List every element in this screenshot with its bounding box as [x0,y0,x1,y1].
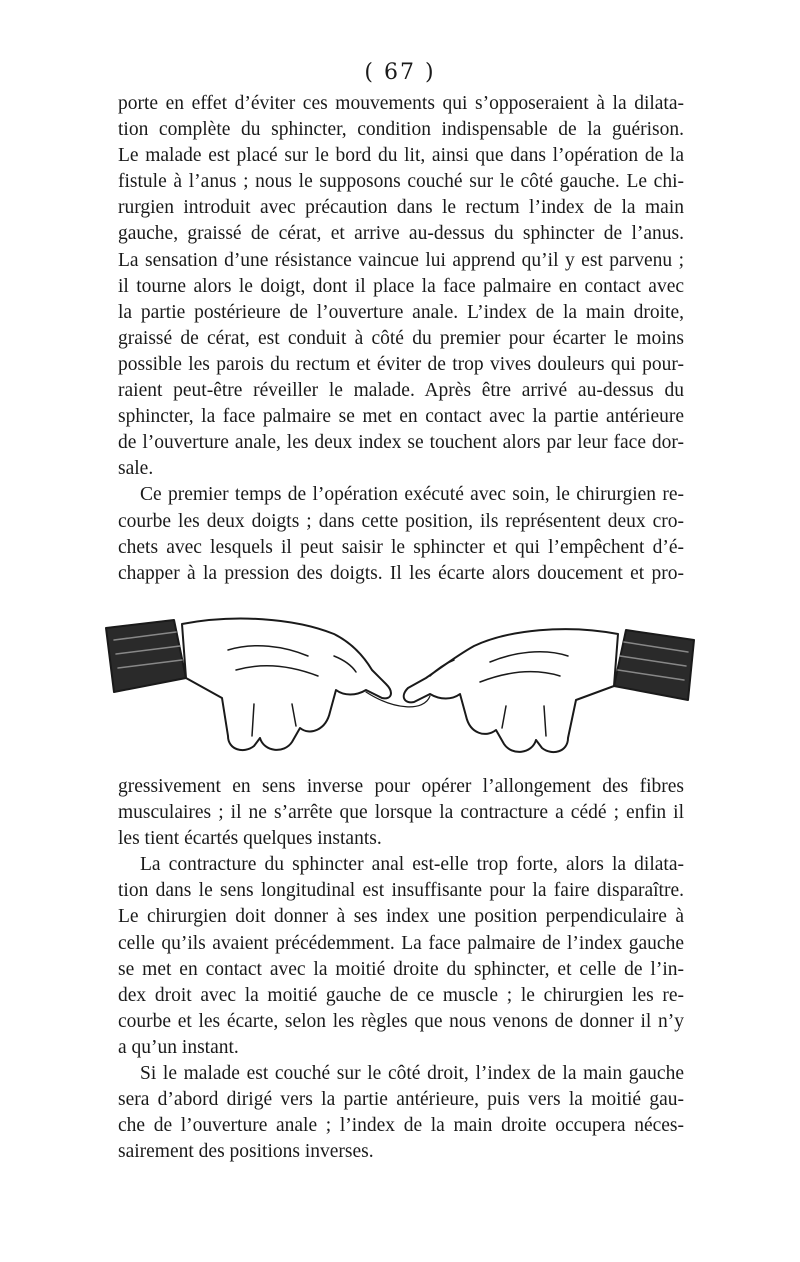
text-line: il tourne alors le doigt, dont il place la face palmaire en contact avec [118,275,684,297]
text-line: musculaires ; il ne s’arrête que lorsque la contracture a cédé ; enfin il [118,802,684,824]
text-line: celle qu’ils avaient précédemment. La face palmaire de l’index gauche [118,932,684,954]
text-line: possible les parois du rectum et éviter de trop vives douleurs qui pour- [118,353,684,375]
two-hands-illustration-icon [104,600,696,760]
text-line: che de l’ouverture anale ; l’index de la main droite occupera néces- [118,1115,684,1137]
text-line: courbe et les écarte, selon les règles que nous venons de donner il n’y [118,1010,684,1032]
text-line: les tient écartés quelques instants. [118,828,382,850]
text-line: la partie postérieure de l’ouverture anale. L’index de la main droite, [118,301,684,323]
text-line: Le malade est placé sur le bord du lit, ainsi que dans l’opération de la [118,145,684,167]
text-line: Le chirurgien doit donner à ses index une position perpendiculaire à [118,906,684,928]
text-block-before-figure [118,91,684,587]
text-line: tion complète du sphincter, condition indispensable de la guérison. [118,119,684,141]
text-line: Si le malade est couché sur le côté droit, l’index de la main gauche [140,1063,684,1085]
text-line: courbe les deux doigts ; dans cette position, ils représentent deux cro- [118,510,684,532]
text-line: sale. [118,458,154,480]
text-block-after-figure [118,774,684,1165]
text-line: rurgien introduit avec précaution dans le rectum l’index de la main [118,197,684,219]
text-line: porte en effet d’éviter ces mouvements qui s’opposeraient à la dilata- [118,93,684,114]
text-line: de l’ouverture anale, les deux index se touchent alors par leur face dor- [118,432,684,454]
text-line: La contracture du sphincter anal est-elle trop forte, alors la dilata- [140,854,684,876]
text-line: sera d’abord dirigé vers la partie antérieure, puis vers la moitié gau- [118,1089,684,1111]
text-line: a qu’un instant. [118,1036,239,1058]
text-line: sphincter, la face palmaire se met en contact avec la partie antérieure [118,406,684,428]
text-line: La sensation d’une résistance vaincue lui apprend qu’il y est parvenu ; [118,249,684,271]
page-number: ( 67 ) [364,60,436,85]
text-line: gauche, graissé de cérat, et arrive au-dessus du sphincter de l’anus. [118,223,684,245]
text-line: chets avec lesquels il peut saisir le sphincter et qui l’empêchent d’é- [118,536,684,558]
text-line: se met en contact avec la moitié droite du sphincter, et celle de l’in- [118,958,684,980]
text-line: sairement des positions inverses. [118,1141,374,1163]
text-line: raient peut-être réveiller le malade. Après être arrivé au-dessus du [118,380,684,402]
text-line: gressivement en sens inverse pour opérer l’allongement des fibres [118,776,684,797]
text-line: Ce premier temps de l’opération exécuté avec soin, le chirurgien re- [140,484,684,506]
text-line: chapper à la pression des doigts. Il les écarte alors doucement et pro- [118,562,684,584]
text-line: dex droit avec la moitié gauche de ce muscle ; le chirurgien les re- [118,984,684,1006]
text-line: graissé de cérat, est conduit à côté du premier pour écarter le moins [118,327,684,349]
text-line: fistule à l’anus ; nous le supposons couché sur le côté gauche. Le chi- [118,171,684,193]
text-line: tion dans le sens longitudinal est insuffisante pour la faire disparaître. [118,880,684,902]
